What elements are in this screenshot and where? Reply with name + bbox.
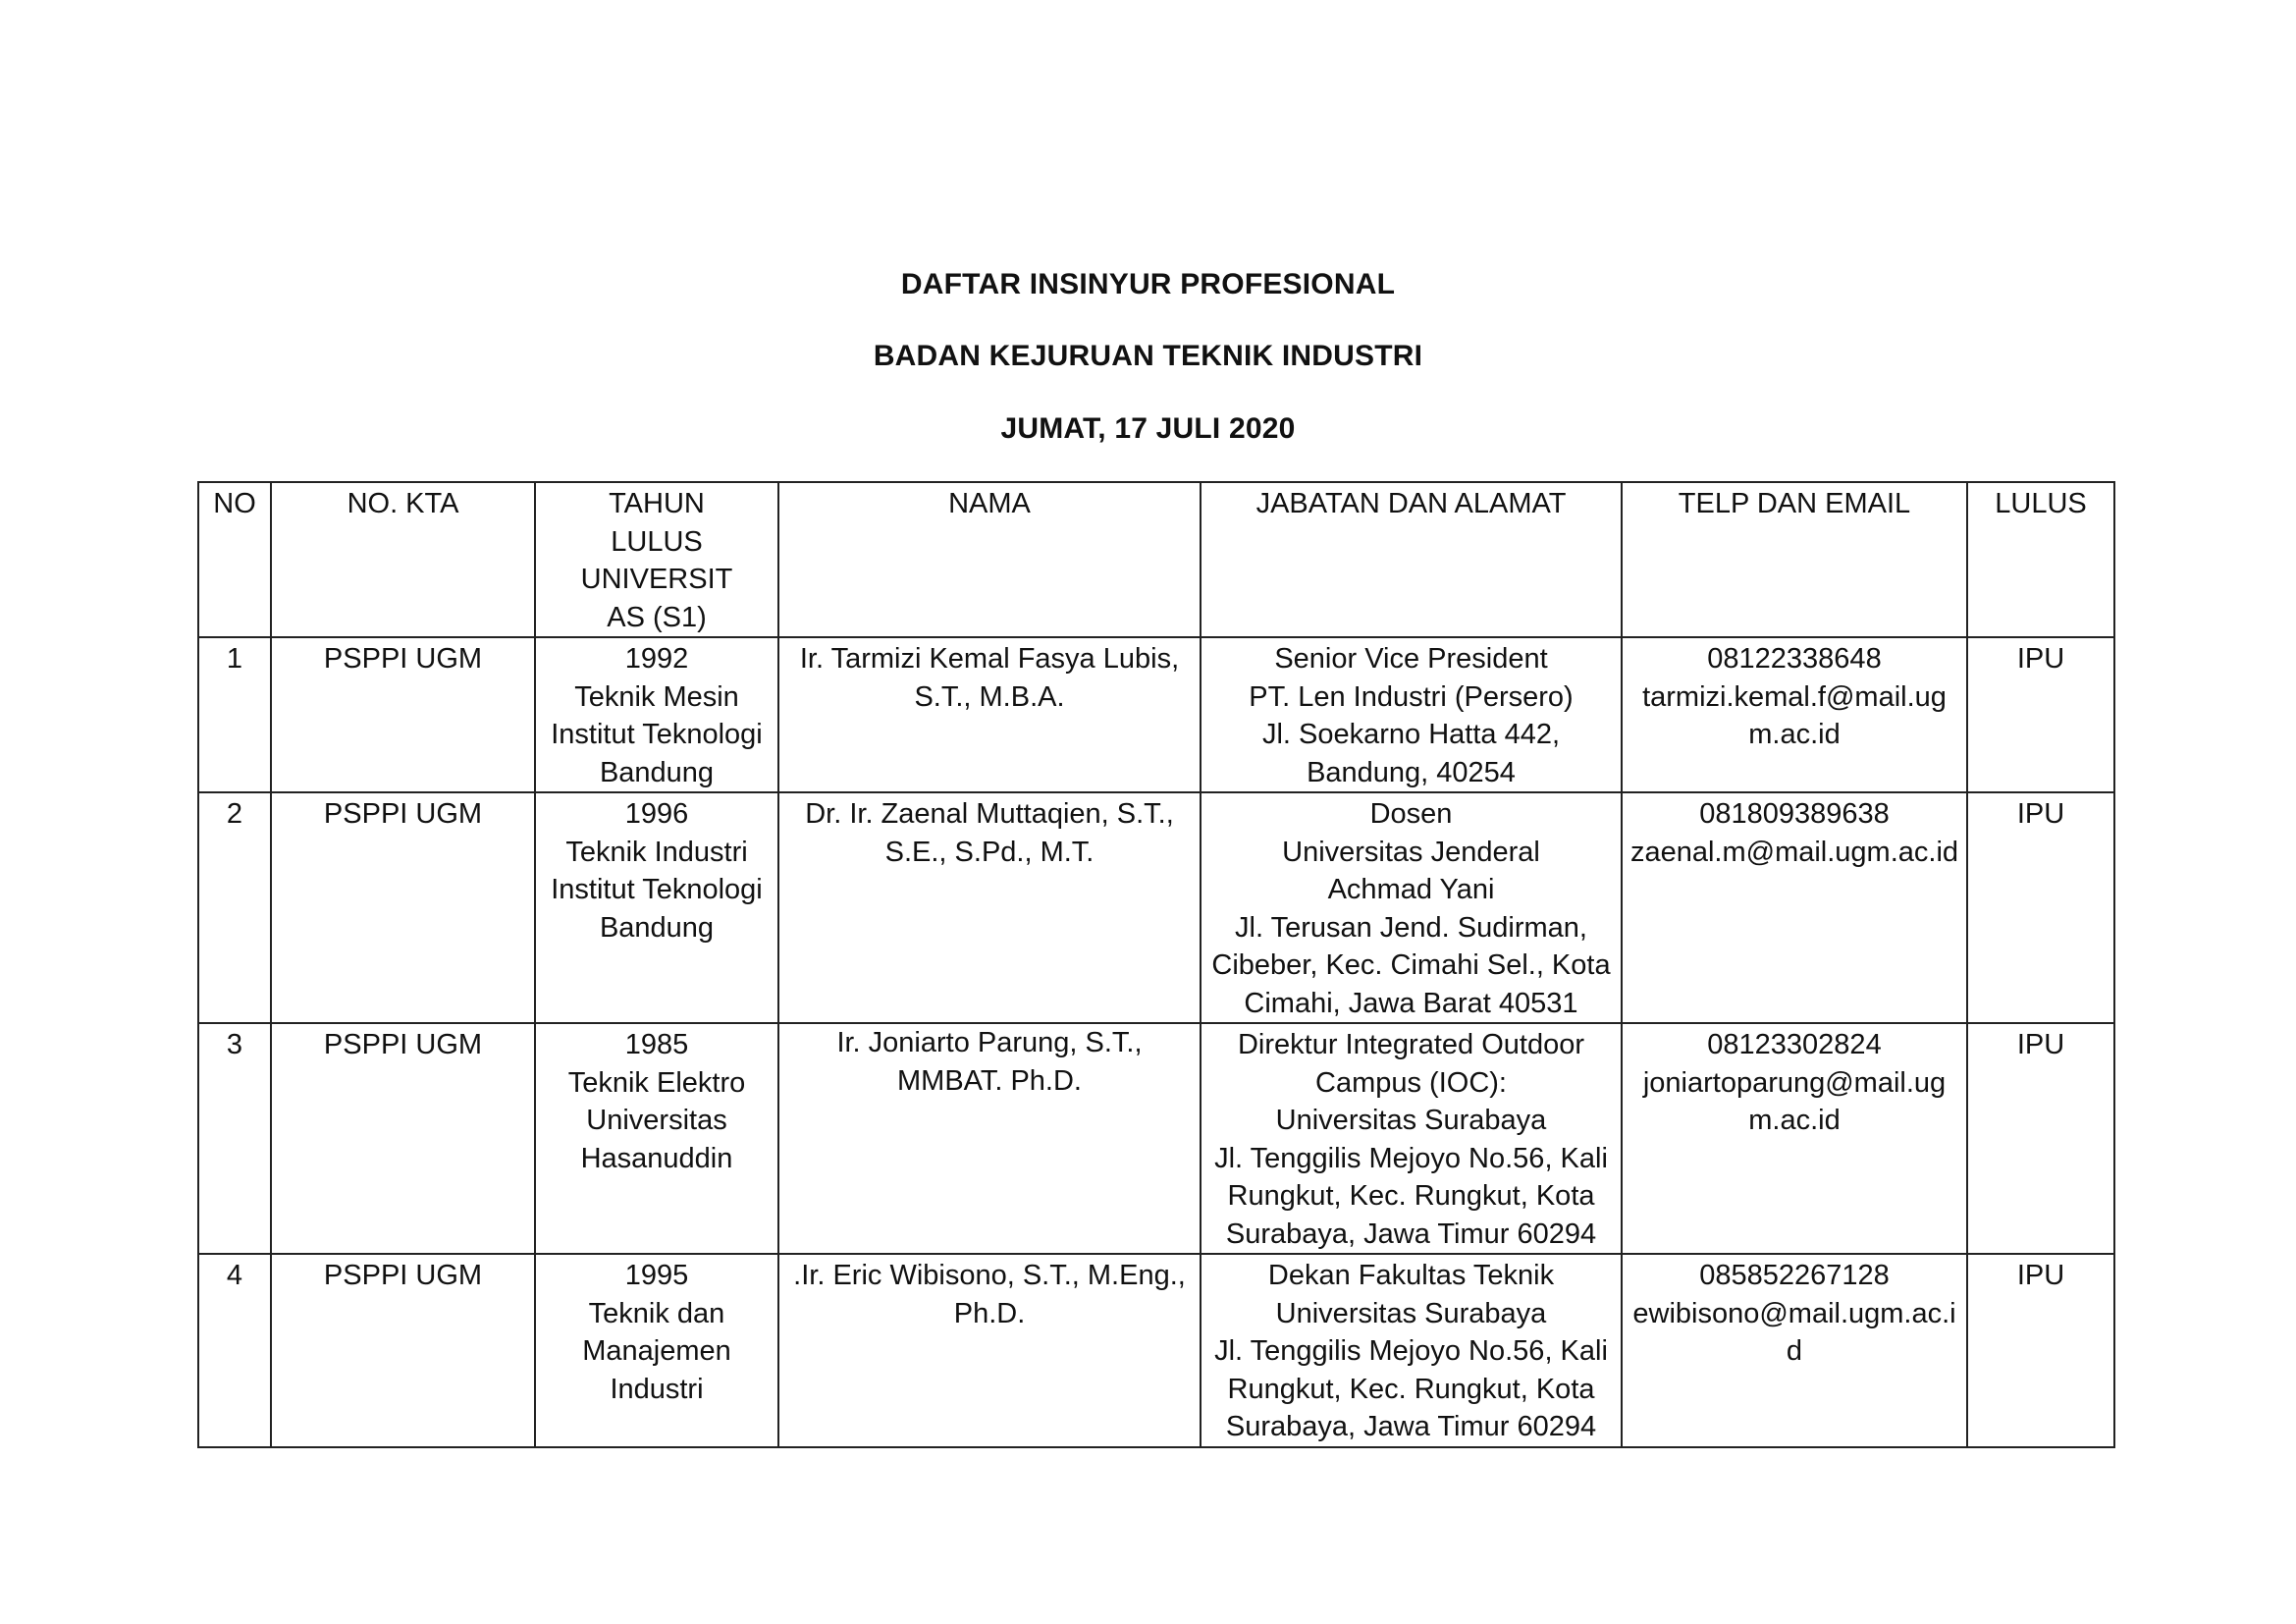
cell-name: Ir. Tarmizi Kemal Fasya Lubis, S.T., M.B.A. — [778, 637, 1201, 792]
cell-contact — [1622, 637, 1967, 792]
phone: 085852267128 — [1699, 1260, 1890, 1291]
organization: PT. Len Industri (Persero) — [1249, 680, 1574, 713]
major: Teknik Mesin — [574, 680, 739, 713]
organization: Universitas Surabaya — [1275, 1105, 1547, 1136]
university: Institut Teknologi Bandung — [551, 874, 763, 944]
cell-position-address — [1201, 637, 1622, 792]
header-name: NAMA — [778, 482, 1201, 637]
graduation-year: 1995 — [624, 1260, 689, 1291]
graduation-year: 1992 — [624, 643, 689, 675]
document-subtitle: BADAN KEJURUAN TEKNIK INDUSTRI — [873, 340, 1423, 372]
address: Jl. Soekarno Hatta 442, Bandung, 40254 — [1261, 719, 1561, 788]
cell-no: 4 — [198, 1254, 271, 1447]
major: Teknik Industri — [565, 836, 748, 868]
address: Jl. Tenggilis Mejoyo No.56, Kali Rungkut, Kec. Rungkut, Kota Surabaya, Jawa Timur 60294 — [1214, 1142, 1608, 1250]
major: Teknik Elektro — [567, 1066, 746, 1099]
position: Direktur Integrated Outdoor Campus (IOC): — [1237, 1029, 1584, 1099]
header-no: NO — [198, 482, 271, 637]
cell-name: Dr. Ir. Zaenal Muttaqien, S.T., S.E., S.Pd., M.T. — [778, 792, 1201, 1023]
university: Institut Teknologi Bandung — [551, 719, 763, 788]
header-result: LULUS — [1967, 482, 2114, 637]
cell-position-address — [1201, 1023, 1622, 1254]
cell-contact — [1622, 1023, 1967, 1254]
cell-position-address — [1201, 1254, 1622, 1447]
table-row — [198, 792, 2114, 1023]
cell-name: Ir. Joniarto Parung, S.T., MMBAT. Ph.D. — [778, 1023, 1201, 1254]
university: Universitas Hasanuddin — [580, 1105, 733, 1174]
position: Senior Vice President — [1274, 643, 1548, 675]
email: ewibisono@mail.ugm.ac.id — [1632, 1297, 1956, 1367]
table-header-row — [198, 482, 2114, 637]
organization: Universitas Jenderal Achmad Yani — [1282, 836, 1540, 905]
cell-contact — [1622, 792, 1967, 1023]
phone: 081809389638 — [1699, 798, 1890, 830]
engineer-roster-table — [197, 481, 2115, 1448]
cell-education — [535, 1023, 778, 1254]
table-row — [198, 637, 2114, 792]
cell-education — [535, 1254, 778, 1447]
cell-name: .Ir. Eric Wibisono, S.T., M.Eng., Ph.D. — [778, 1254, 1201, 1447]
phone: 08123302824 — [1707, 1029, 1882, 1060]
cell-kta: PSPPI UGM — [271, 637, 535, 792]
cell-no: 3 — [198, 1023, 271, 1254]
document-date: JUMAT, 17 JULI 2020 — [1000, 412, 1296, 445]
phone: 08122338648 — [1707, 643, 1882, 675]
header-kta: NO. KTA — [271, 482, 535, 637]
header-graduation-year: TAHUN LULUS UNIVERSITAS (S1) — [535, 482, 778, 637]
cell-result: IPU — [1967, 637, 2114, 792]
header-position-address: JABATAN DAN ALAMAT — [1201, 482, 1622, 637]
email: zaenal.m@mail.ugm.ac.id — [1629, 836, 1959, 868]
cell-kta: PSPPI UGM — [271, 1254, 535, 1447]
email: joniartoparung@mail.ugm.ac.id — [1642, 1066, 1947, 1136]
cell-result: IPU — [1967, 1023, 2114, 1254]
organization: Universitas Surabaya — [1275, 1297, 1547, 1329]
cell-result: IPU — [1967, 1254, 2114, 1447]
email: tarmizi.kemal.f@mail.ugm.ac.id — [1642, 680, 1947, 750]
header-phone-email: TELP DAN EMAIL — [1622, 482, 1967, 637]
major: Teknik dan Manajemen Industri — [582, 1297, 731, 1405]
cell-result: IPU — [1967, 792, 2114, 1023]
address: Jl. Tenggilis Mejoyo No.56, Kali Rungkut, Kec. Rungkut, Kota Surabaya, Jawa Timur 60294 — [1214, 1335, 1608, 1442]
address: Jl. Terusan Jend. Sudirman, Cibeber, Kec. Cimahi Sel., Kota Cimahi, Jawa Barat 40531 — [1211, 911, 1611, 1019]
document-title: DAFTAR INSINYUR PROFESIONAL — [900, 268, 1396, 300]
graduation-year: 1985 — [624, 1029, 689, 1060]
cell-position-address — [1201, 792, 1622, 1023]
position: Dekan Fakultas Teknik — [1267, 1260, 1555, 1291]
graduation-year: 1996 — [624, 798, 689, 830]
cell-no: 2 — [198, 792, 271, 1023]
cell-education — [535, 792, 778, 1023]
cell-no: 1 — [198, 637, 271, 792]
cell-kta: PSPPI UGM — [271, 1023, 535, 1254]
cell-contact — [1622, 1254, 1967, 1447]
cell-education — [535, 637, 778, 792]
table-row — [198, 1254, 2114, 1447]
cell-kta: PSPPI UGM — [271, 792, 535, 1023]
table-row — [198, 1023, 2114, 1254]
position: Dosen — [1369, 798, 1453, 830]
